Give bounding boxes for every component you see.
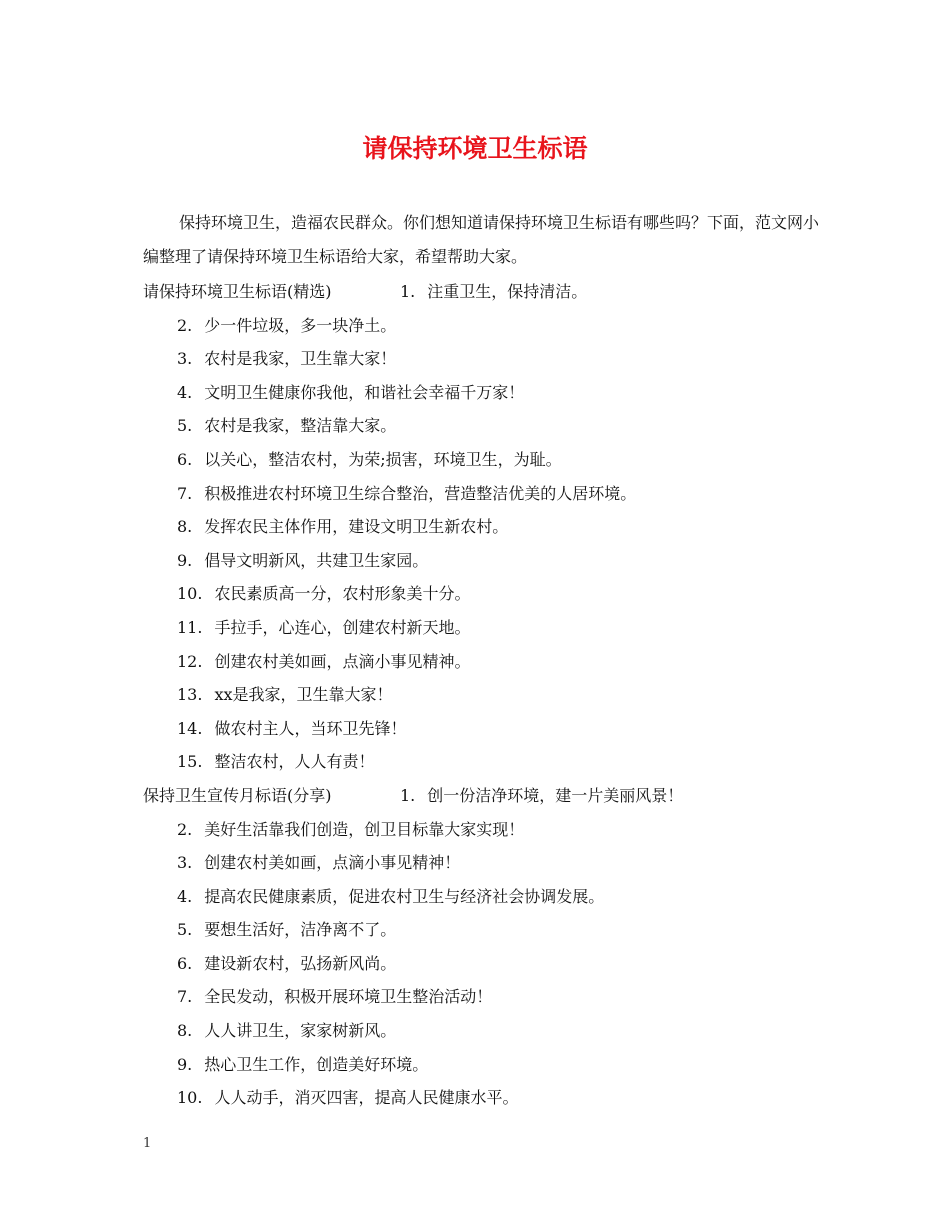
slogan-number: 4. (177, 886, 193, 906)
slogan-text: 少一件垃圾，多一块净土。 (204, 315, 397, 335)
slogan-item (177, 477, 636, 511)
slogan-line (0, 1081, 950, 1115)
slogan-line (0, 745, 950, 779)
slogan-line (0, 275, 950, 309)
slogan-item (400, 275, 587, 309)
slogan-text: 创建农村美如画，点滴小事见精神。 (214, 651, 471, 671)
slogan-number: 2. (177, 819, 193, 839)
slogan-line (0, 712, 950, 746)
slogan-number: 9. (177, 550, 193, 570)
slogan-number: 6. (177, 449, 193, 469)
slogan-text: 农村是我家，卫生靠大家！ (204, 349, 397, 369)
slogan-text: 全民发动，积极开展环境卫生整治活动！ (204, 987, 493, 1007)
slogan-number: 15. (177, 752, 203, 772)
slogan-line (0, 409, 950, 443)
slogan-item (177, 1014, 396, 1048)
slogan-item (177, 645, 470, 679)
slogan-item (177, 443, 562, 477)
slogan-text: 做农村主人，当环卫先锋！ (214, 718, 407, 738)
slogan-number: 8. (177, 517, 193, 537)
slogan-item (177, 342, 396, 376)
slogan-text: 人人动手，消灭四害，提高人民健康水平。 (214, 1088, 519, 1108)
slogan-item (177, 980, 492, 1014)
slogan-number: 7. (177, 987, 193, 1007)
slogan-line (0, 779, 950, 813)
slogan-number: 12. (177, 651, 203, 671)
slogan-item (177, 712, 406, 746)
slogan-text: 注重卫生，保持清洁。 (427, 282, 588, 301)
slogan-text: 创建农村美如画，点滴小事见精神！ (204, 853, 461, 873)
slogan-text: 发挥农民主体作用，建设文明卫生新农村。 (204, 517, 509, 537)
slogan-item (177, 611, 470, 645)
slogan-text: 要想生活好，洁净离不了。 (204, 920, 397, 940)
slogan-text: 以关心，整洁农村，为荣;损害，环境卫生，为耻。 (204, 449, 562, 469)
slogan-number: 3. (177, 853, 193, 873)
slogan-number: 5. (177, 416, 193, 436)
slogan-line (0, 980, 950, 1014)
slogan-text: 倡导文明新风，共建卫生家园。 (204, 550, 429, 570)
slogan-item (400, 779, 683, 813)
slogan-number: 2. (177, 315, 193, 335)
slogan-item (177, 1048, 428, 1082)
slogan-item (177, 544, 428, 578)
slogan-number: 4. (177, 382, 193, 402)
slogan-text: 提高农民健康素质，促进农村卫生与经济社会协调发展。 (204, 886, 605, 906)
page-number: 1 (143, 1136, 152, 1151)
slogan-text: 手拉手，心连心，创建农村新天地。 (214, 617, 471, 637)
slogan-line (0, 477, 950, 511)
slogan-item (177, 947, 396, 981)
slogan-line (0, 510, 950, 544)
slogan-line (0, 577, 950, 611)
slogan-number: 5. (177, 920, 193, 940)
slogan-text: 创一份洁净环境，建一片美丽风景！ (427, 785, 684, 805)
slogan-number: 1. (400, 282, 416, 301)
slogan-item (177, 409, 396, 443)
slogan-text: 美好生活靠我们创造，创卫目标靠大家实现！ (204, 819, 525, 839)
slogan-text: 人人讲卫生，家家树新风。 (204, 1021, 397, 1041)
slogan-text: 农民素质高一分，农村形象美十分。 (214, 584, 471, 604)
slogan-text: 农村是我家，整洁靠大家。 (204, 416, 397, 436)
slogan-item (177, 510, 508, 544)
slogan-number: 7. (177, 483, 193, 503)
slogan-number: 1. (400, 785, 416, 805)
slogan-number: 10. (177, 584, 203, 604)
slogan-line (0, 443, 950, 477)
slogan-line (0, 611, 950, 645)
slogan-item (177, 309, 396, 343)
slogan-item (177, 678, 393, 712)
slogan-number: 9. (177, 1054, 193, 1074)
slogan-line (0, 846, 950, 880)
slogan-line (0, 1048, 950, 1082)
slogan-item (177, 880, 604, 914)
section-heading: 保持卫生宣传月标语(分享) (143, 785, 332, 805)
section-heading: 请保持环境卫生标语(精选) (143, 282, 332, 301)
slogan-text: xx是我家，卫生靠大家！ (214, 685, 393, 705)
slogan-line (0, 880, 950, 914)
slogan-line (0, 813, 950, 847)
slogan-item (177, 376, 524, 410)
slogan-line (0, 913, 950, 947)
slogan-text: 热心卫生工作，创造美好环境。 (204, 1054, 429, 1074)
slogan-text: 整洁农村，人人有责！ (214, 752, 375, 772)
slogan-item (177, 745, 374, 779)
slogan-item (177, 577, 470, 611)
slogan-number: 6. (177, 953, 193, 973)
slogan-line (0, 1014, 950, 1048)
slogan-number: 11. (177, 617, 203, 637)
slogan-list (0, 275, 950, 1115)
document-title: 请保持环境卫生标语 (362, 134, 588, 163)
slogan-text: 文明卫生健康你我他，和谐社会幸福千万家！ (204, 382, 525, 402)
slogan-text: 建设新农村，弘扬新风尚。 (204, 953, 397, 973)
slogan-number: 3. (177, 349, 193, 369)
slogan-number: 10. (177, 1088, 203, 1108)
slogan-line (0, 678, 950, 712)
slogan-item (177, 1081, 518, 1115)
slogan-number: 8. (177, 1021, 193, 1041)
slogan-line (0, 376, 950, 410)
slogan-text: 积极推进农村环境卫生综合整治，营造整洁优美的人居环境。 (204, 483, 637, 503)
slogan-item (177, 813, 524, 847)
slogan-item (177, 846, 460, 880)
slogan-line (0, 544, 950, 578)
slogan-line (0, 309, 950, 343)
slogan-number: 14. (177, 718, 203, 738)
slogan-line (0, 645, 950, 679)
slogan-number: 13. (177, 685, 203, 705)
intro-paragraph: 保持环境卫生，造福农民群众。你们想知道请保持环境卫生标语有哪些吗？下面，范文网小编整理了请保持环境卫生标语给大家，希望帮助大家。 (143, 213, 820, 266)
slogan-line (0, 342, 950, 376)
slogan-item (177, 913, 396, 947)
slogan-line (0, 947, 950, 981)
